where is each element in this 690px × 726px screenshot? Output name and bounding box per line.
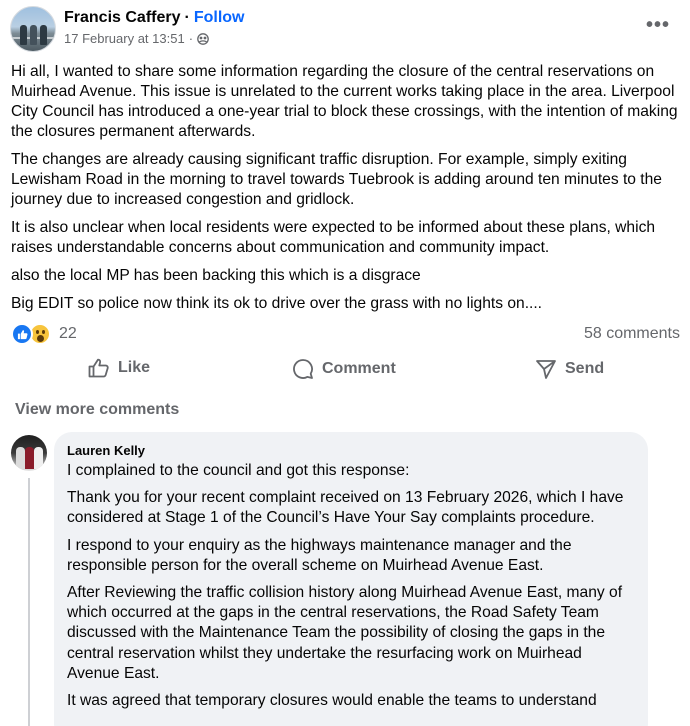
post-paragraph: It is also unclear when local residents were expected to be informed about these plans, which raises understandable concerns about communication and community impact.	[11, 219, 656, 256]
comment-paragraph: Thank you for your recent complaint received on 13 February 2026, which I have considered at Stage 1 of the Council’s Have Your Say complaints procedure.	[67, 489, 624, 527]
comment-text	[67, 461, 634, 711]
comment-thread-line	[28, 478, 30, 726]
view-more-comments-link[interactable]: View more comments	[15, 401, 180, 418]
comment-label: Comment	[322, 360, 396, 377]
reactions-summary[interactable]	[11, 323, 77, 345]
post-timestamp[interactable]: 17 February at 13:51	[64, 31, 185, 46]
comment-button[interactable]	[292, 358, 396, 380]
post-paragraph: Hi all, I wanted to share some information regarding the closure of the central reservations on Muirhead Avenue. This issue is unrelated to the current works taking place in the area. Liverpool City Council has introduced a one-year trial to block these crossings, with the intention of making the closures permanent afterwards.	[11, 63, 678, 140]
comment-bubble	[54, 432, 648, 726]
comment-paragraph: It was agreed that temporary closures would enable the teams to understand	[67, 692, 597, 710]
follow-button[interactable]: Follow	[193, 9, 245, 26]
comment-paragraph: After Reviewing the traffic collision history along Muirhead Avenue East, many of which occurred at the gaps in the central reservations, the Road Safety Team discussed with the Maintenance Team the possibility of closing the gaps in the central reservation whilst they undertake the resurfacing work on Muirhead Avenue East.	[67, 584, 623, 682]
post-header	[10, 6, 680, 54]
reaction-count: 22	[59, 325, 77, 342]
post-paragraph: also the local MP has been backing this which is a disgrace	[11, 267, 421, 284]
author-name[interactable]: Francis Caffery	[64, 9, 181, 26]
separator-dot: ·	[188, 31, 194, 46]
post-paragraph: Big EDIT so police now think its ok to drive over the grass with no lights on....	[11, 295, 543, 312]
author-avatar[interactable]	[10, 6, 56, 52]
comment-bubble-icon	[292, 358, 314, 380]
author-line	[64, 9, 244, 27]
commenter-avatar[interactable]	[11, 435, 47, 471]
like-reaction-icon	[11, 323, 33, 345]
comment-paragraph: I respond to your enquiry as the highways maintenance manager and the responsible person for the overall scheme on Muirhead Avenue East.	[67, 536, 572, 574]
like-button[interactable]	[88, 358, 150, 378]
thumbs-up-icon	[88, 358, 110, 378]
more-options-icon[interactable]: •••	[645, 14, 670, 36]
separator-dot: ·	[184, 9, 190, 26]
audience-icon[interactable]	[197, 33, 209, 45]
commenter-name[interactable]: Lauren Kelly	[67, 443, 146, 458]
like-label: Like	[118, 359, 151, 376]
post-body	[11, 62, 681, 322]
send-icon	[535, 358, 557, 380]
comment-paragraph: I complained to the council and got this response:	[67, 462, 410, 479]
send-button[interactable]	[535, 358, 604, 380]
post-meta	[64, 31, 209, 46]
send-label: Send	[565, 360, 605, 377]
comments-count-link[interactable]: 58 comments	[583, 325, 680, 342]
post-paragraph: The changes are already causing significant traffic disruption. For example, simply exiting Lewisham Road in the morning to travel towards Tuebrook is adding around ten minutes to the journey due to increased congestion and gridlock.	[11, 151, 662, 208]
post-actions-bar	[0, 352, 690, 388]
